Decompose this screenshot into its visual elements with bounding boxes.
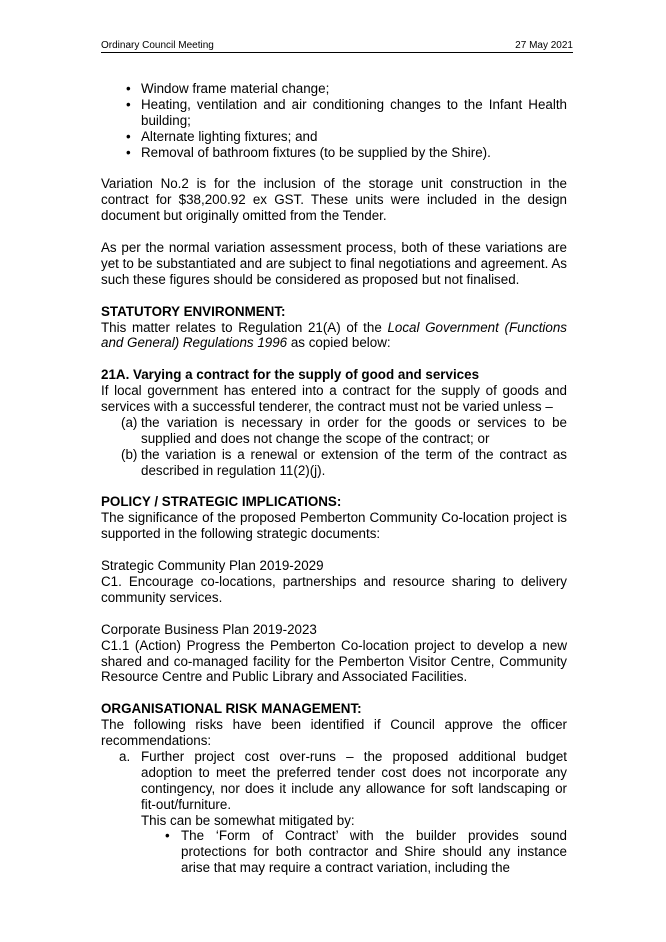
- assessment-paragraph: As per the normal variation assessment process, both of these variations are yet to be substantiated and are subject to final negotiations and agreement. As such these figures should be considered as proposed but not finalised.: [101, 240, 567, 287]
- header-divider: [101, 52, 573, 53]
- business-plan-title: Corporate Business Plan 2019-2023: [101, 621, 317, 637]
- bullet-icon: •: [165, 828, 170, 844]
- policy-heading: POLICY / STRATEGIC IMPLICATIONS:: [101, 494, 342, 510]
- list-item: • Alternate lighting fixtures; and: [126, 128, 318, 144]
- item-label: a.: [119, 748, 131, 764]
- document-body: [101, 81, 567, 876]
- risk-item-a: a. Further project cost over-runs – the proposed additional budget adoption to meet the preferred tender cost does not incorporate any contingency, nor does it include any allowance for soft landscaping or fit-out/furniture.: [119, 748, 567, 812]
- mitigation-text: This can be somewhat mitigated by:: [141, 812, 355, 828]
- statutory-paragraph: This matter relates to Regulation 21(A) of the Local Government (Functions and General) Regulations 1996 as copied below:: [101, 319, 568, 351]
- mitigation-bullet: • The ‘Form of Contract’ with the builder provides sound protections for both contractor and Shire should any instance arise that may require a contract variation, including the: [165, 828, 567, 876]
- risk-intro: The following risks have been identified if Council approve the officer recommendations:: [101, 717, 567, 749]
- header-meeting-title: Ordinary Council Meeting: [101, 40, 214, 51]
- strategic-plan-title: Strategic Community Plan 2019-2029: [101, 558, 324, 574]
- item-label: (a): [121, 414, 138, 430]
- policy-intro: The significance of the proposed Pemberton Community Co-location project is supported in the following strategic documents:: [101, 510, 567, 542]
- item-label: (b): [121, 446, 138, 462]
- bullet-icon: •: [126, 96, 131, 112]
- variation-items-list: [101, 81, 567, 161]
- bullet-icon: •: [126, 144, 131, 160]
- header-date: 27 May 2021: [515, 40, 573, 51]
- regulation-item-a: (a) the variation is necessary in order for the goods or services to be supplied and does not change the scope of the contract; or: [121, 414, 567, 446]
- regulation-intro: If local government has entered into a contract for the supply of goods and services with a successful tenderer, the contract must not be varied unless –: [101, 383, 567, 415]
- statutory-heading: STATUTORY ENVIRONMENT:: [101, 303, 286, 319]
- bullet-icon: •: [126, 128, 131, 144]
- strategic-plan-text: C1. Encourage co-locations, partnerships and resource sharing to delivery community services.: [101, 574, 567, 605]
- business-plan-text: C1.1 (Action) Progress the Pemberton Co-location project to develop a new shared and co-managed facility for the Pemberton Visitor Centre, Community Resource Centre and Public Library and Associated Facilities.: [101, 637, 567, 685]
- list-item: • Window frame material change;: [126, 81, 330, 96]
- regulation-item-b: (b) the variation is a renewal or extension of the term of the contract as described in regulation 11(2)(j).: [121, 446, 567, 478]
- list-item: • Heating, ventilation and air conditioning changes to the Infant Health building;: [126, 96, 567, 128]
- bullet-icon: •: [126, 81, 131, 96]
- risk-heading: ORGANISATIONAL RISK MANAGEMENT:: [101, 701, 362, 717]
- regulation-heading: 21A. Varying a contract for the supply of good and services: [101, 367, 480, 383]
- variation-2-paragraph: Variation No.2 is for the inclusion of the storage unit construction in the contract for $38,200.92 ex GST. These units were included in the design document but originally omitted from the Tender.: [101, 176, 567, 224]
- list-item: • Removal of bathroom fixtures (to be supplied by the Shire).: [126, 144, 491, 160]
- regulation-title: Local Government (Functions and General) Regulations 1996: [101, 319, 568, 351]
